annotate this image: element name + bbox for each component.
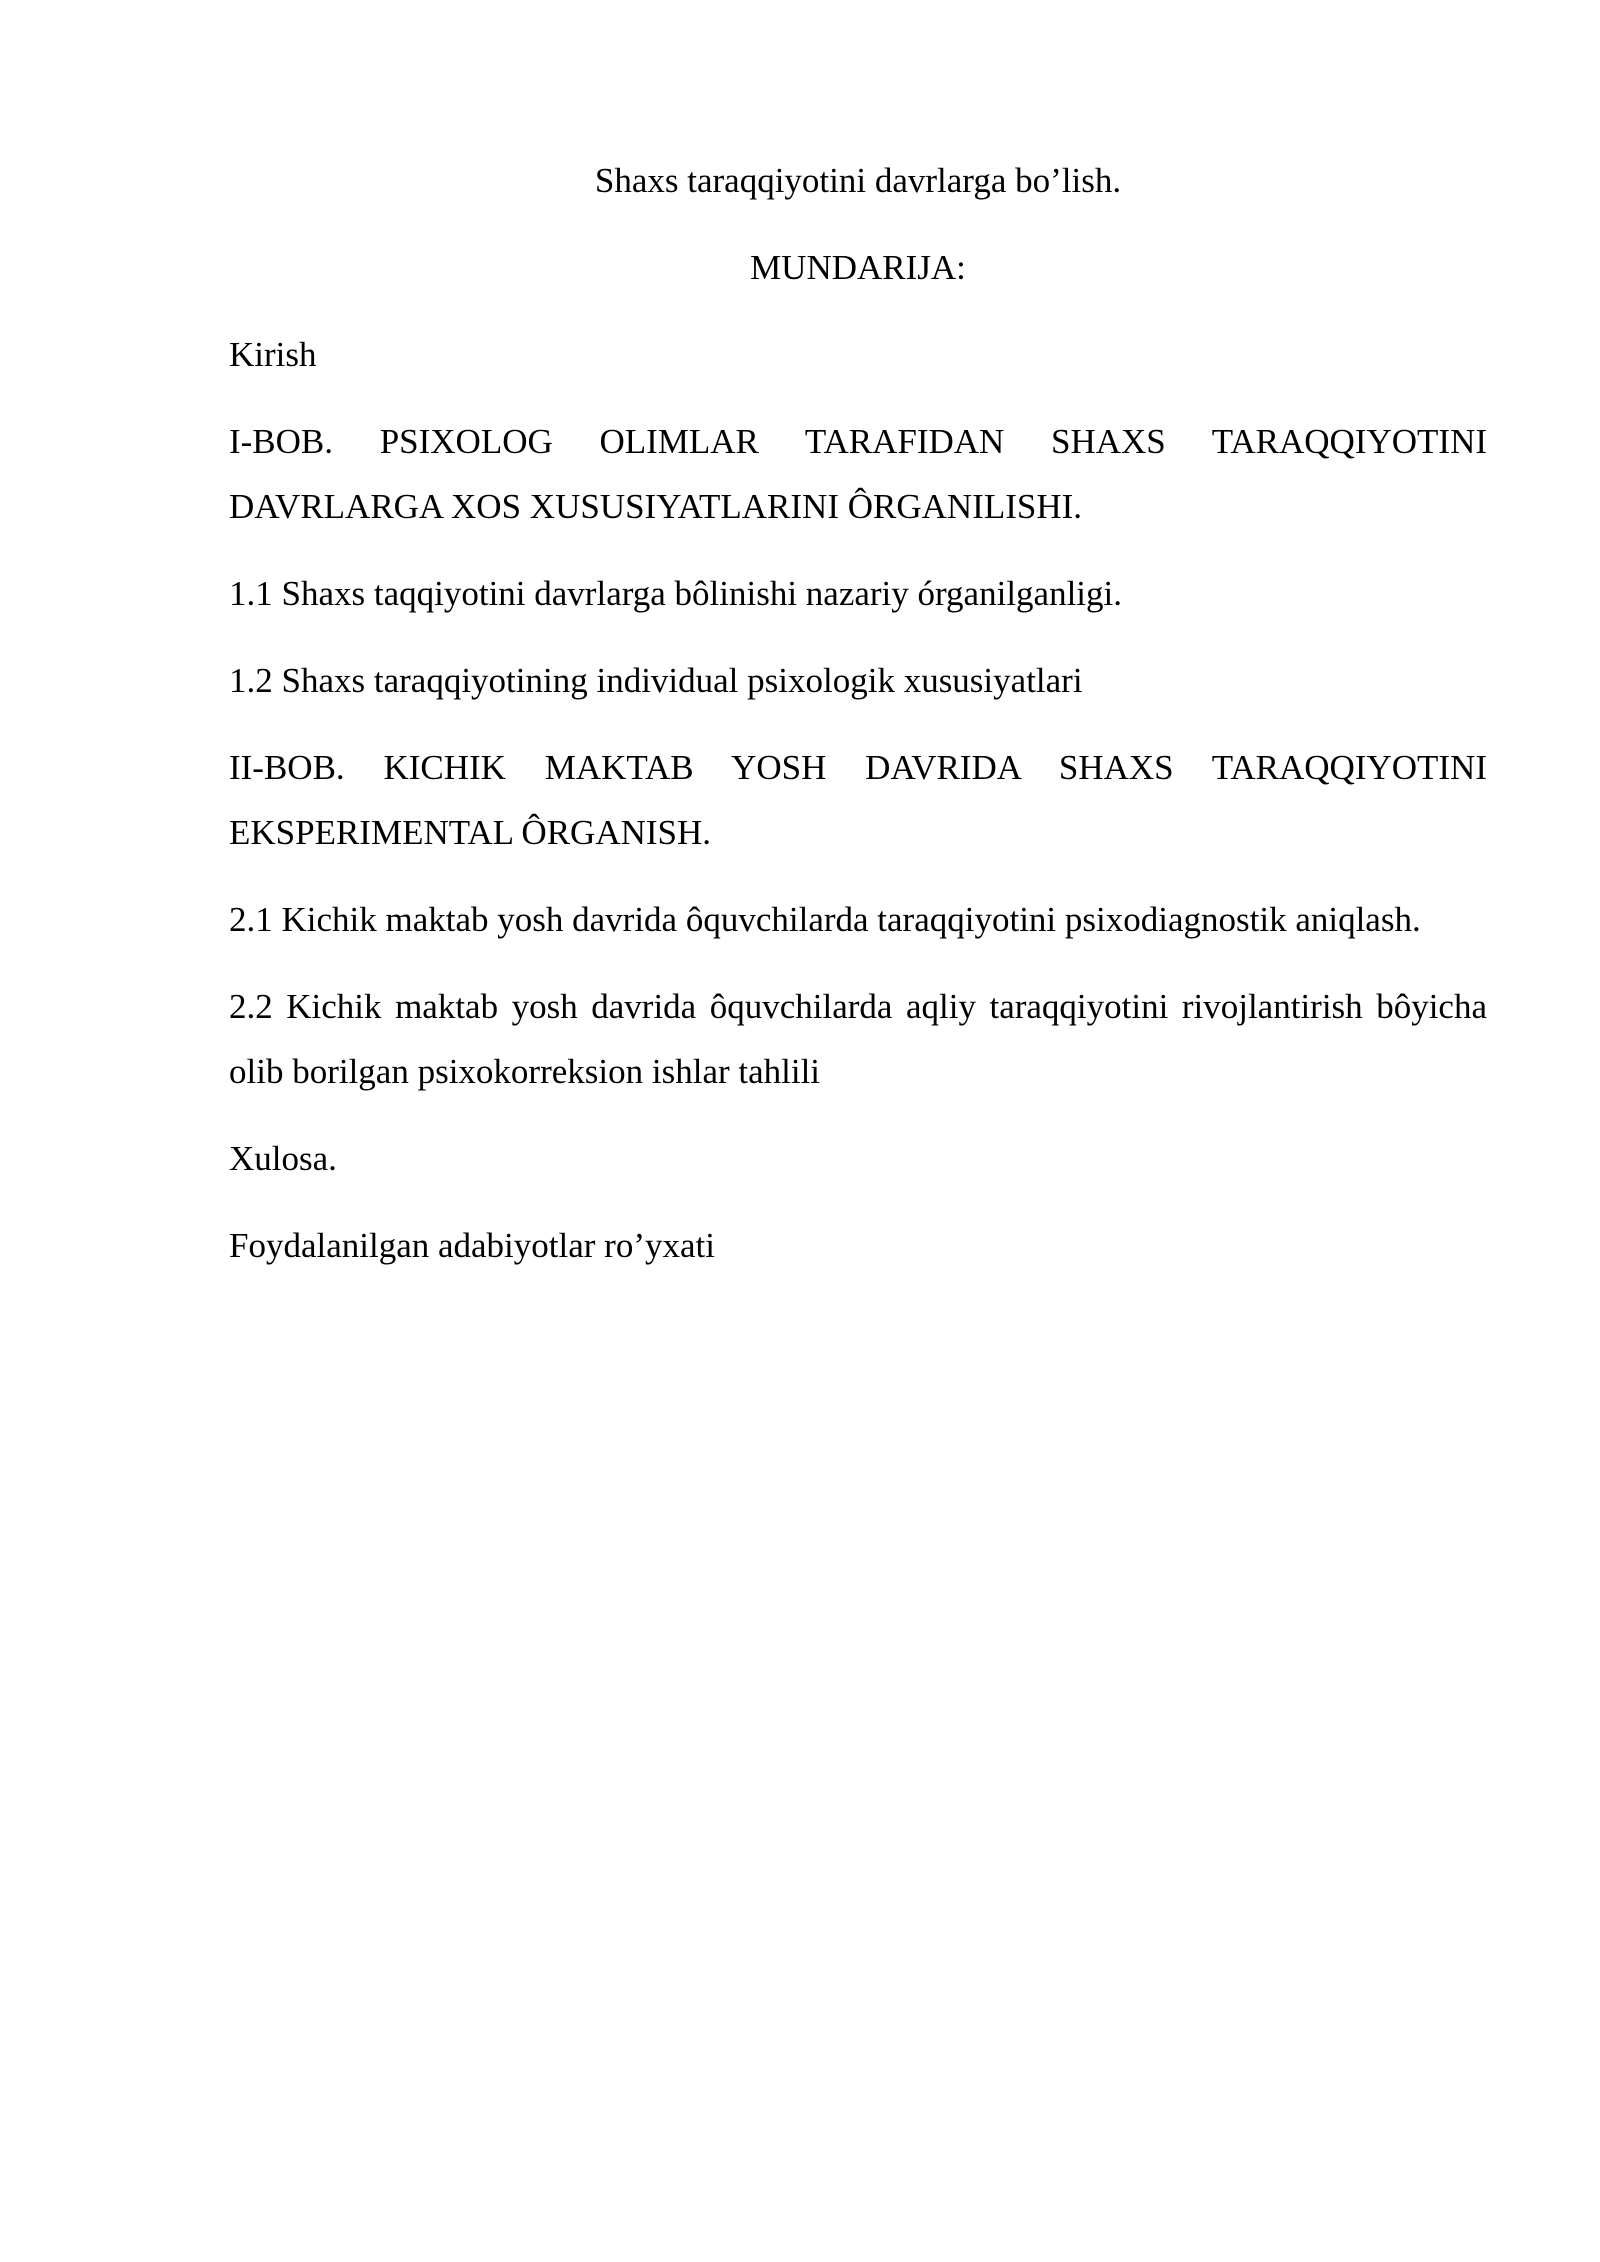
toc-entry-introduction: Kirish [229, 335, 317, 374]
toc-entry-references: Foydalanilgan adabiyotlar ro’yxati [229, 1226, 715, 1265]
toc-heading: MUNDARIJA: [750, 248, 966, 287]
toc-entry-section-1-1: 1.1 Shaxs taqqiyotini davrlarga bôlinishi nazariy órganilganligi. [229, 574, 1122, 613]
toc-entry-section-1-2: 1.2 Shaxs taraqqiyotining individual psixologik xususiyatlari [229, 661, 1083, 700]
toc-entry-chapter-1: I-BOB. PSIXOLOG OLIMLAR TARAFIDAN SHAXS TARAQQIYOTINI DAVRLARGA XOS XUSUSIYATLARINI ÔRGANILISHI. [229, 422, 1487, 526]
toc-entry-section-2-1: 2.1 Kichik maktab yosh davrida ôquvchilarda taraqqiyotini psixodiagnostik aniqlash. [229, 900, 1421, 939]
toc-entry-chapter-2: II-BOB. KICHIK MAKTAB YOSH DAVRIDA SHAXS TARAQQIYOTINI EKSPERIMENTAL ÔRGANISH. [229, 748, 1487, 852]
toc-entry-section-2-2: 2.2 Kichik maktab yosh davrida ôquvchilarda aqliy taraqqiyotini rivojlantirish bôyicha olib borilgan psixokorreksion ishlar tahlili [229, 987, 1487, 1091]
toc-entry-conclusion: Xulosa. [229, 1139, 337, 1178]
document-title: Shaxs taraqqiyotini davrlarga bo’lish. [594, 161, 1122, 200]
document-body [229, 148, 1487, 1300]
